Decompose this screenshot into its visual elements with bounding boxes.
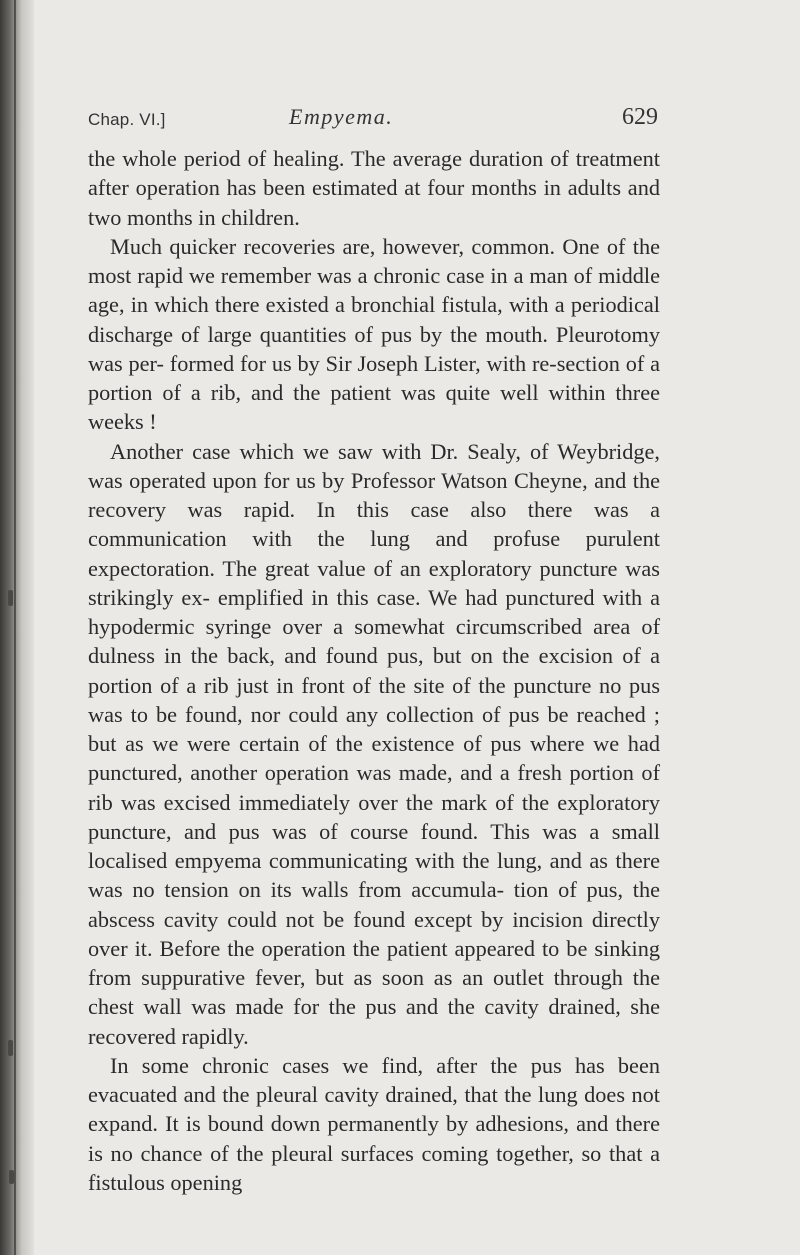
page-number: 629 <box>622 104 658 130</box>
book-spine-shadow <box>0 0 34 1255</box>
running-title: Empyema. <box>289 104 394 129</box>
page-header <box>88 104 658 138</box>
paragraph: In some chronic cases we find, after the pus has been evacuated and the pleural cavity drained, that the lung does not expand. It is bound down permanently by adhesions, and there is no chance of the pleural surfaces coming together, so that a fistulous opening <box>88 1052 660 1195</box>
chapter-label: Chap. VI.] <box>88 110 166 129</box>
margin-mark <box>8 1040 13 1056</box>
body-text <box>88 144 660 1197</box>
spine-edge-line <box>14 0 16 1255</box>
paragraph: Much quicker recoveries are, however, common. One of the most rapid we remember was a chronic case in a man of middle age, in which there existed a bronchial fistula, with a periodical discharge of large quantities of pus by the mouth. Pleurotomy was per- formed for us by Sir Joseph Lister, with re-section of a portion of a rib, and the patient was quite well within three weeks ! <box>88 233 660 435</box>
margin-mark <box>9 1170 14 1184</box>
margin-mark <box>8 590 13 606</box>
paragraph: the whole period of healing. The average duration of treatment after operation has been estimated at four months in adults and two months in children. <box>88 146 660 230</box>
paragraph: Another case which we saw with Dr. Sealy, of Weybridge, was operated upon for us by Professor Watson Cheyne, and the recovery was rapid. In this case also there was a communication with the lung and profuse purulent expectoration. The great value of an exploratory puncture was strikingly ex- emplified in this case. We had punctured with a hypodermic syringe over a somewhat circumscribed area of dulness in the back, and found pus, but on the excision of a portion of a rib just in front of the site of the puncture no pus was to be found, nor could any collection of pus be reached ; but as we were certain of the existence of pus where we had punctured, another operation was made, and a fresh portion of rib was excised immediately over the mark of the exploratory puncture, and pus was of course found. This was a small localised empyema communicating with the lung, and as there was no tension on its walls from accumula- tion of pus, the abscess cavity could not be found except by incision directly over it. Before the operation the patient appeared to be sinking from suppurative fever, but as soon as an outlet through the chest wall was made for the pus and the cavity drained, she recovered rapidly. <box>88 438 660 1049</box>
